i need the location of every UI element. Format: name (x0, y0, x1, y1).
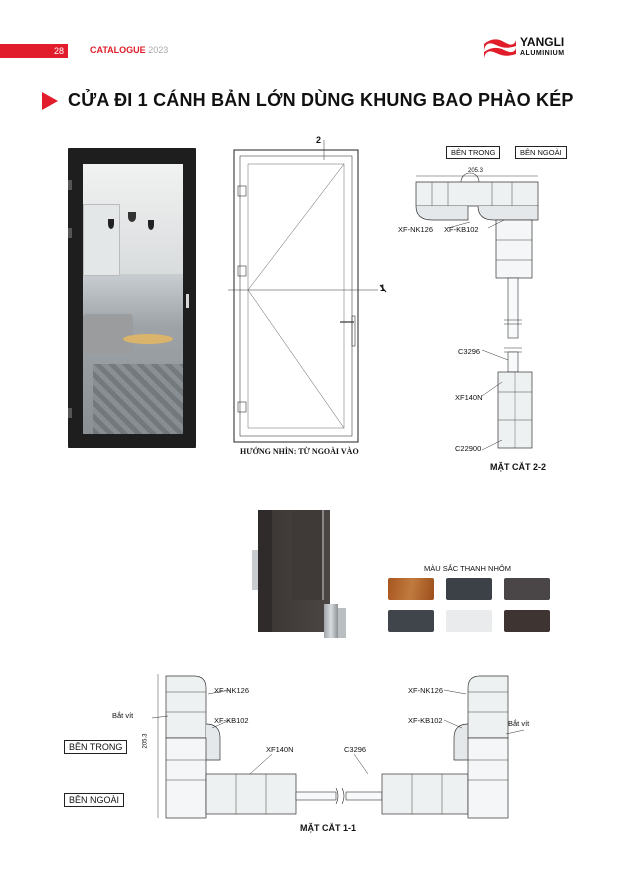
section22-outside-label: BÊN NGOÀI (515, 146, 567, 159)
section11-outside-label: BÊN NGOÀI (64, 793, 124, 807)
section22-caption: MẶT CẮT 2-2 (490, 462, 546, 472)
section22-part-5: C22900 (455, 444, 482, 453)
profile-corner-image (252, 510, 348, 638)
section22-dimension: 205.3 (468, 168, 484, 174)
elevation-mark-top: 2 (316, 135, 322, 145)
section11-left-part-2: XF-KB102 (214, 716, 249, 725)
section11-inside-label: BÊN TRONG (64, 740, 127, 754)
page-title: CỬA ĐI 1 CÁNH BẢN LỚN DÙNG KHUNG BAO PHÀO KÉP (68, 90, 574, 110)
brand-sub: ALUMINIUM (520, 50, 565, 57)
brand-name: YANGLI ALUMINIUM (520, 36, 565, 60)
section11-right-part-1: XF-NK126 (408, 686, 444, 695)
section11-left-part-1: XF-NK126 (214, 686, 250, 695)
color-swatch-dark-grey[interactable] (446, 578, 492, 600)
colors-title: MÀU SẮC THANH NHÔM (424, 564, 511, 573)
catalogue-label: CATALOGUE 2023 (90, 45, 169, 55)
door-photo (68, 148, 196, 448)
color-swatch-slate[interactable] (388, 610, 434, 632)
section22-inside-label: BÊN TRONG (446, 146, 500, 159)
door-glass (83, 164, 183, 434)
section11-screw-right: Bắt vít (508, 719, 530, 728)
title-arrow-icon (42, 92, 58, 110)
section11-screw-left: Bắt vít (112, 711, 134, 720)
brand-logo-icon (482, 36, 518, 62)
section11-left-part-3: XF140N (266, 745, 294, 754)
section11-caption: MẶT CẮT 1-1 (300, 823, 356, 833)
color-swatch-wood[interactable] (388, 578, 434, 600)
door-elevation-drawing (228, 140, 394, 450)
section22-part-2: XF-KB102 (444, 225, 479, 234)
elevation-caption: HƯỚNG NHÌN: TỪ NGOÀI VÀO (240, 447, 359, 456)
color-swatch-charcoal[interactable] (504, 578, 550, 600)
elevation-mark-side: 1 (380, 283, 386, 293)
section22-part-1: XF-NK126 (398, 225, 434, 234)
color-swatch-white[interactable] (446, 610, 492, 632)
section22-part-3: C3296 (458, 347, 481, 356)
catalogue-year: 2023 (148, 45, 169, 55)
section11-right-part-2: XF-KB102 (408, 716, 443, 725)
page-number: 28 (0, 44, 68, 58)
section22-drawing (408, 170, 548, 458)
section22-part-4: XF140N (455, 393, 483, 402)
color-swatch-brown[interactable] (504, 610, 550, 632)
section11-right-part-3: C3296 (344, 745, 367, 754)
section11-dimension: 205.3 (142, 733, 149, 749)
door-handle (186, 294, 189, 308)
